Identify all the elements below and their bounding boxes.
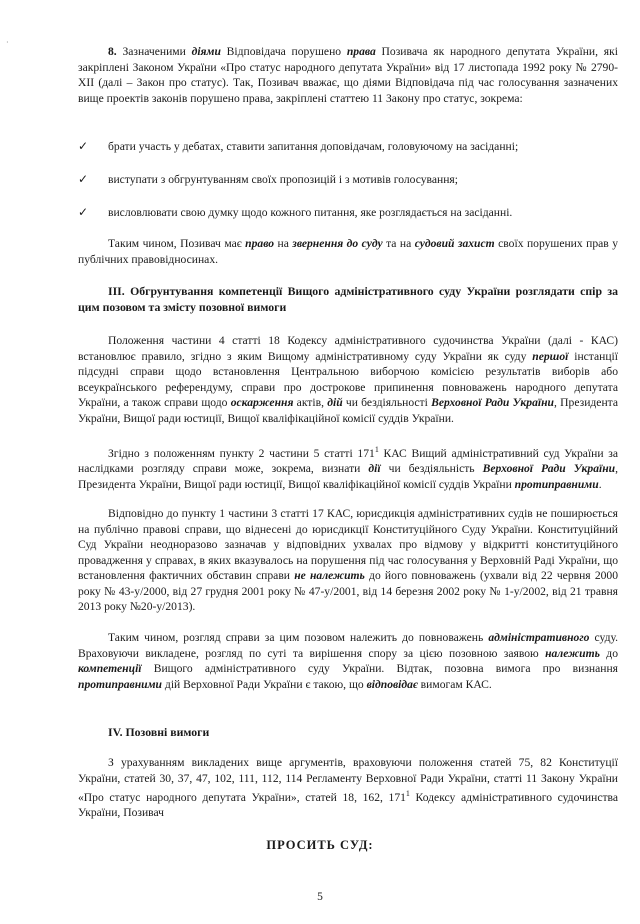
paragraph-conclusion: Таким чином, Позивач має право на звернення до суду та на судовий захист своїх порушених прав у публічних правовідносинах. — [78, 237, 618, 266]
checklist-item — [78, 139, 618, 155]
checklist-text: висловлювати свою думку щодо кожного питання, яке розглядається на засіданні. — [108, 206, 513, 219]
paragraph-number: 8. — [108, 45, 117, 58]
paragraph-according: Згідно з положенням пункту 2 частини 5 статті $171^1$ КАС Вищий адміністративний суд України за наслідками розгляду справи може, зокрема, визнати дії чи бездіяльність Верховної Ради України, Президента України, Вищої ради юстиції, Вищої кваліфікаційної комісії суддів України протиправними. — [78, 445, 618, 491]
checklist-item — [78, 172, 618, 188]
paragraph-8: 8. Зазначеними діями Відповідача порушено права Позивача як народного депутата України, які закріплені Законом України «Про статус народного депутата України» від 17 листопада 1992 року № 2790-XII (далі – Закон про статус). Так, Позивач вважає, що діями Відповідача під час голосування зазначених вище проектів законів порушено права, закріплені статтею 11 Закону про статус, зокрема: — [78, 45, 618, 105]
scan-mark: · — [6, 38, 9, 47]
checklist-text: брати участь у дебатах, ставити запитання доповідачам, головуючому на засіданні; — [108, 140, 519, 153]
paragraph-jurisdiction: Відповідно до пункту 1 частини 3 статті 17 КАС, юрисдикція адміністративних судів не поширюється на публічно правові справи, що віднесені до юрисдикції Конституційного Суду України. Конституційний Суд України неодноразово зазначав у відповідних ухвалах про відмову у відкритті конституційного провадження у справах, в яких вказувалось на порушення під час голосування у Верховній Раді України, що встановлення фактичних обставин справи не належить до його повноважень (ухвали від 22 червня 2000 року № 43-у/2000, від 27 грудня 2001 року № 47-у/2001, від 14 березня 2002 року № 1-у/2002, від 21 травня 2013 року №20-у/2013). — [78, 507, 619, 613]
checklist-text: виступати з обгрунтуванням своїх пропозицій і з мотивів голосування; — [108, 173, 458, 186]
page-number: 5 — [317, 891, 323, 903]
checkmark-icon: ✓ — [78, 139, 89, 153]
paragraph-provision: Положення частини 4 статті 18 Кодексу адміністративного судочинства України (далі - КАС) встановлює правило, згідно з яким Вищому адміністративному суду України як суду першої інстанції підсудні справи щодо встановлення Центральною виборчою комісією результатів виборів або всеукраїнського референдуму, справи про дострокове припинення повноважень народного депутата України, а також справи щодо оскарження актів, дій чи бездіяльності Верховної Ради України, Президента України, Вищої ради юстиції, Вищої кваліфікаційної комісії суддів України. — [78, 334, 618, 425]
request-title: ПРОСИТЬ СУД: — [266, 838, 374, 852]
section-heading-3: III. Обгрунтування компетенції Вищого адміністративного суду України розглядати спір за цим позовом та змісту позовної вимоги — [78, 284, 618, 314]
checkmark-icon: ✓ — [78, 172, 89, 186]
section-heading-4: IV. Позовні вимоги — [108, 725, 210, 739]
paragraph-competence: Таким чином, розгляд справи за цим позовом належить до повноважень адміністративного суду. Враховуючи викладене, розгляд по суті та вирішення спору за цією позовною заявою належить до компетенції Вищого адміністративного суду України. Відтак, позовна вимога про визнання протиправними дій Верховної Ради України є такою, що відповідає вимогам КАС. — [78, 631, 618, 691]
checkmark-icon: ✓ — [78, 205, 89, 219]
paragraph-claims: З урахуванням викладених вище аргументів, враховуючи положення статей 75, 82 Конституції України, статей 30, 37, 47, 102, 111, 112, 114 Регламенту Верховної Ради України, статті 11 Закону України «Про статус народного депутата України», статей 18, 162, $171^1$ Кодексу адміністративного судочинства України, Позивач — [78, 756, 618, 820]
checklist-item — [78, 205, 618, 221]
